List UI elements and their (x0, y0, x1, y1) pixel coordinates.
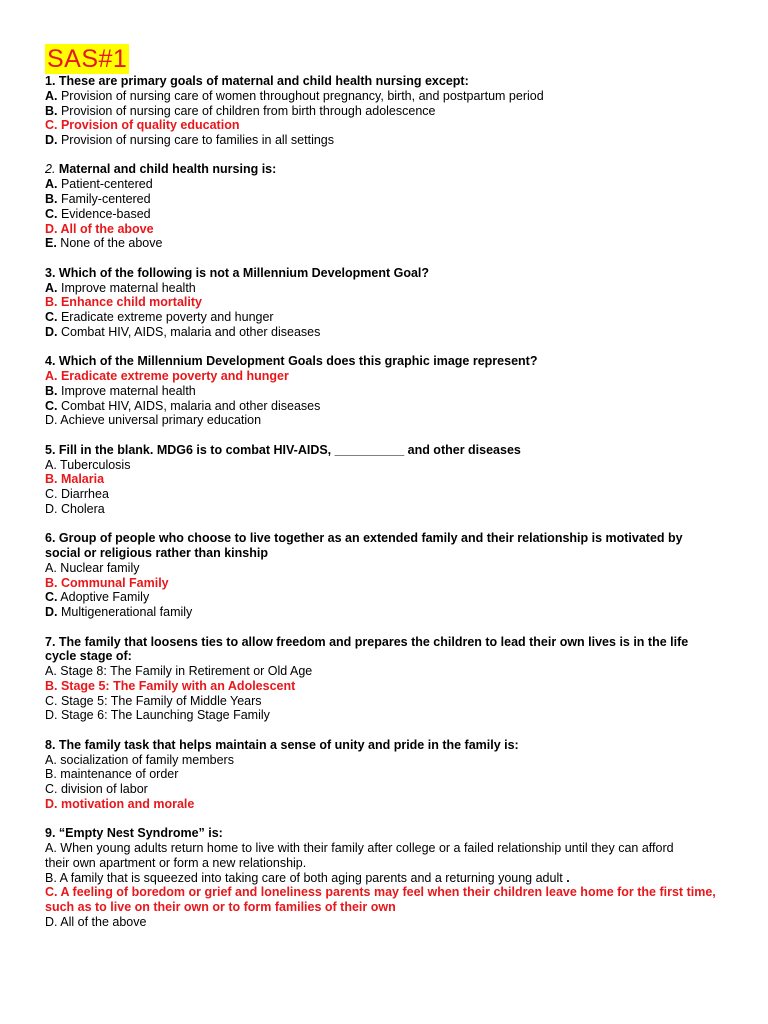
option-text: Cholera (57, 501, 105, 516)
question-stem (45, 443, 745, 458)
option-letter: D. (45, 324, 58, 339)
answer-option (45, 856, 745, 871)
option-text: Stage 8: The Family in Retirement or Old Age (56, 664, 313, 679)
option-text: Tuberculosis (56, 457, 131, 472)
option-text: division of labor (57, 782, 148, 797)
option-text: All of the above (57, 915, 147, 930)
option-text: Evidence-based (57, 206, 151, 221)
option-text: their own apartment or form a new relationship. (45, 855, 307, 870)
option-letter: B. (45, 103, 58, 118)
answer-option (45, 871, 745, 886)
option-text: maintenance of order (56, 767, 179, 782)
option-text: Provision of nursing care of children from birth through adolescence (57, 103, 436, 118)
option-text: Improve maternal health (57, 280, 196, 295)
option-text: Enhance child mortality (57, 295, 202, 310)
answer-option (45, 310, 745, 325)
question-stem (45, 266, 745, 281)
option-letter: B. (45, 192, 58, 207)
option-letter: A. (45, 841, 57, 856)
option-letter: D. (45, 133, 58, 148)
option-letter: E. (45, 236, 57, 251)
question-stem (45, 531, 745, 546)
option-letter: A. (45, 177, 58, 192)
answer-option-correct (45, 472, 745, 487)
option-text: Achieve universal primary education (57, 413, 262, 428)
option-text: A feeling of boredom or grief and loneliness parents may feel when their children leave home for the first time, (57, 885, 716, 900)
option-letter: C. (45, 782, 58, 797)
option-text: Eradicate extreme poverty and hunger (57, 310, 274, 325)
document-title: SAS#1 (47, 45, 128, 73)
option-text: Stage 6: The Launching Stage Family (57, 708, 270, 723)
question-stem (45, 635, 745, 650)
question-stem-text: 6. Group of people who choose to live together as an extended family and their relationship is motivated by (45, 531, 683, 546)
option-letter: D. (45, 796, 58, 811)
option-letter: A. (45, 752, 57, 767)
option-text: Provision of nursing care of women throughout pregnancy, birth, and postpartum period (57, 88, 544, 103)
option-letter: D. (45, 708, 58, 723)
option-text: Patient-centered (57, 177, 153, 192)
answer-option (45, 192, 745, 207)
answer-option (45, 458, 745, 473)
answer-option (45, 915, 745, 930)
option-letter: A. (45, 457, 57, 472)
answer-option-correct (45, 797, 745, 812)
answer-option-correct (45, 679, 745, 694)
option-letter: C. (45, 590, 58, 605)
question-stem (45, 74, 745, 89)
option-letter: C. (45, 310, 58, 325)
option-letter: B. (45, 472, 58, 487)
answer-option (45, 177, 745, 192)
option-letter: A. (45, 664, 57, 679)
question-stem-text: Maternal and child health nursing is: (55, 162, 277, 177)
option-text: All of the above (57, 221, 154, 236)
answer-option-correct (45, 295, 745, 310)
answer-option-correct (45, 118, 745, 133)
answer-option-correct (45, 900, 745, 915)
option-letter: C. (45, 206, 58, 221)
answer-option (45, 207, 745, 222)
answer-option (45, 694, 745, 709)
answer-option (45, 89, 745, 104)
option-text: Family-centered (57, 192, 151, 207)
question-stem-text: 9. “Empty Nest Syndrome” is: (45, 826, 223, 841)
question-block (45, 738, 745, 812)
answer-option-correct (45, 885, 745, 900)
answer-option-correct (45, 222, 745, 237)
option-letter: B. (45, 383, 58, 398)
answer-option (45, 841, 745, 856)
option-letter: A. (45, 88, 58, 103)
answer-option (45, 487, 745, 502)
option-letter: D. (45, 501, 58, 516)
option-letter: C. (45, 885, 58, 900)
answer-option (45, 236, 745, 251)
option-text: Combat HIV, AIDS, malaria and other diseases (57, 398, 321, 413)
option-letter: B. (45, 678, 58, 693)
answer-option (45, 605, 745, 620)
question-stem-text: 8. The family task that helps maintain a sense of unity and pride in the family is: (45, 737, 519, 752)
option-text: Stage 5: The Family with an Adolescent (57, 678, 296, 693)
option-letter: D. (45, 413, 58, 428)
question-stem (45, 162, 745, 177)
question-block (45, 531, 745, 620)
question-stem-text: 5. Fill in the blank. MDG6 is to combat HIV-AIDS, __________ and other diseases (45, 442, 521, 457)
option-text: Communal Family (57, 575, 169, 590)
option-letter: C. (45, 398, 58, 413)
option-letter: A. (45, 280, 58, 295)
option-text: Provision of quality education (57, 118, 240, 133)
answer-option (45, 133, 745, 148)
question-block (45, 443, 745, 517)
question-block (45, 162, 745, 251)
option-letter: A. (45, 560, 57, 575)
answer-option (45, 561, 745, 576)
question-block (45, 74, 745, 148)
question-stem (45, 826, 745, 841)
answer-option (45, 708, 745, 723)
answer-option (45, 325, 745, 340)
title-wrapper (45, 44, 129, 74)
question-block (45, 266, 745, 340)
question-stem-text: 7. The family that loosens ties to allow freedom and prepares the children to lead their own lives is in the life (45, 634, 689, 649)
answer-option-correct (45, 369, 745, 384)
option-text: Adoptive Family (57, 590, 150, 605)
answer-option (45, 664, 745, 679)
option-letter: A. (45, 369, 58, 384)
option-letter: D. (45, 221, 58, 236)
question-stem (45, 738, 745, 753)
question-stem-continued: social or religious rather than kinship (45, 546, 268, 561)
answer-option (45, 384, 745, 399)
option-text: None of the above (56, 236, 163, 251)
question-block (45, 635, 745, 724)
option-text: Malaria (57, 472, 105, 487)
answer-option (45, 753, 745, 768)
option-letter: B. (45, 767, 57, 782)
answer-option (45, 502, 745, 517)
option-text: Multigenerational family (57, 605, 193, 620)
option-text: Improve maternal health (57, 383, 196, 398)
option-letter: D. (45, 605, 58, 620)
option-text: Nuclear family (56, 560, 140, 575)
option-letter: C. (45, 693, 58, 708)
answer-option (45, 281, 745, 296)
answer-option-correct (45, 576, 745, 591)
option-letter: D. (45, 915, 58, 930)
answer-option (45, 104, 745, 119)
question-stem (45, 354, 745, 369)
question-stem-text: 1. These are primary goals of maternal and child health nursing except: (45, 74, 469, 88)
option-text: Provision of nursing care to families in all settings (57, 133, 335, 148)
option-text: A family that is squeezed into taking care of both aging parents and a returning young adult (56, 870, 567, 885)
answer-option (45, 413, 745, 428)
option-text: When young adults return home to live with their family after college or a failed relationship until they can afford (56, 841, 674, 856)
option-letter: C. (45, 487, 58, 502)
option-text: socialization of family members (56, 752, 234, 767)
question-stem-text: 4. Which of the Millennium Development Goals does this graphic image represent? (45, 354, 538, 369)
option-letter: B. (45, 575, 58, 590)
question-block (45, 354, 745, 428)
question-list (45, 74, 745, 944)
option-text: Stage 5: The Family of Middle Years (57, 693, 262, 708)
option-letter: C. (45, 118, 58, 133)
answer-option (45, 767, 745, 782)
option-tail: . (566, 870, 570, 885)
option-text: Eradicate extreme poverty and hunger (57, 369, 289, 384)
option-letter: B. (45, 870, 57, 885)
question-stem-text: 2. (45, 162, 56, 177)
question-stem-text: 3. Which of the following is not a Millennium Development Goal? (45, 265, 430, 280)
option-text: Diarrhea (57, 487, 109, 502)
question-block (45, 826, 745, 930)
option-text: such as to live on their own or to form families of their own (45, 900, 396, 915)
answer-option (45, 399, 745, 414)
option-letter: B. (45, 295, 58, 310)
answer-option (45, 782, 745, 797)
option-text: motivation and morale (57, 796, 195, 811)
option-text: Combat HIV, AIDS, malaria and other diseases (57, 324, 321, 339)
question-stem-continued: cycle stage of: (45, 649, 132, 664)
answer-option (45, 590, 745, 605)
